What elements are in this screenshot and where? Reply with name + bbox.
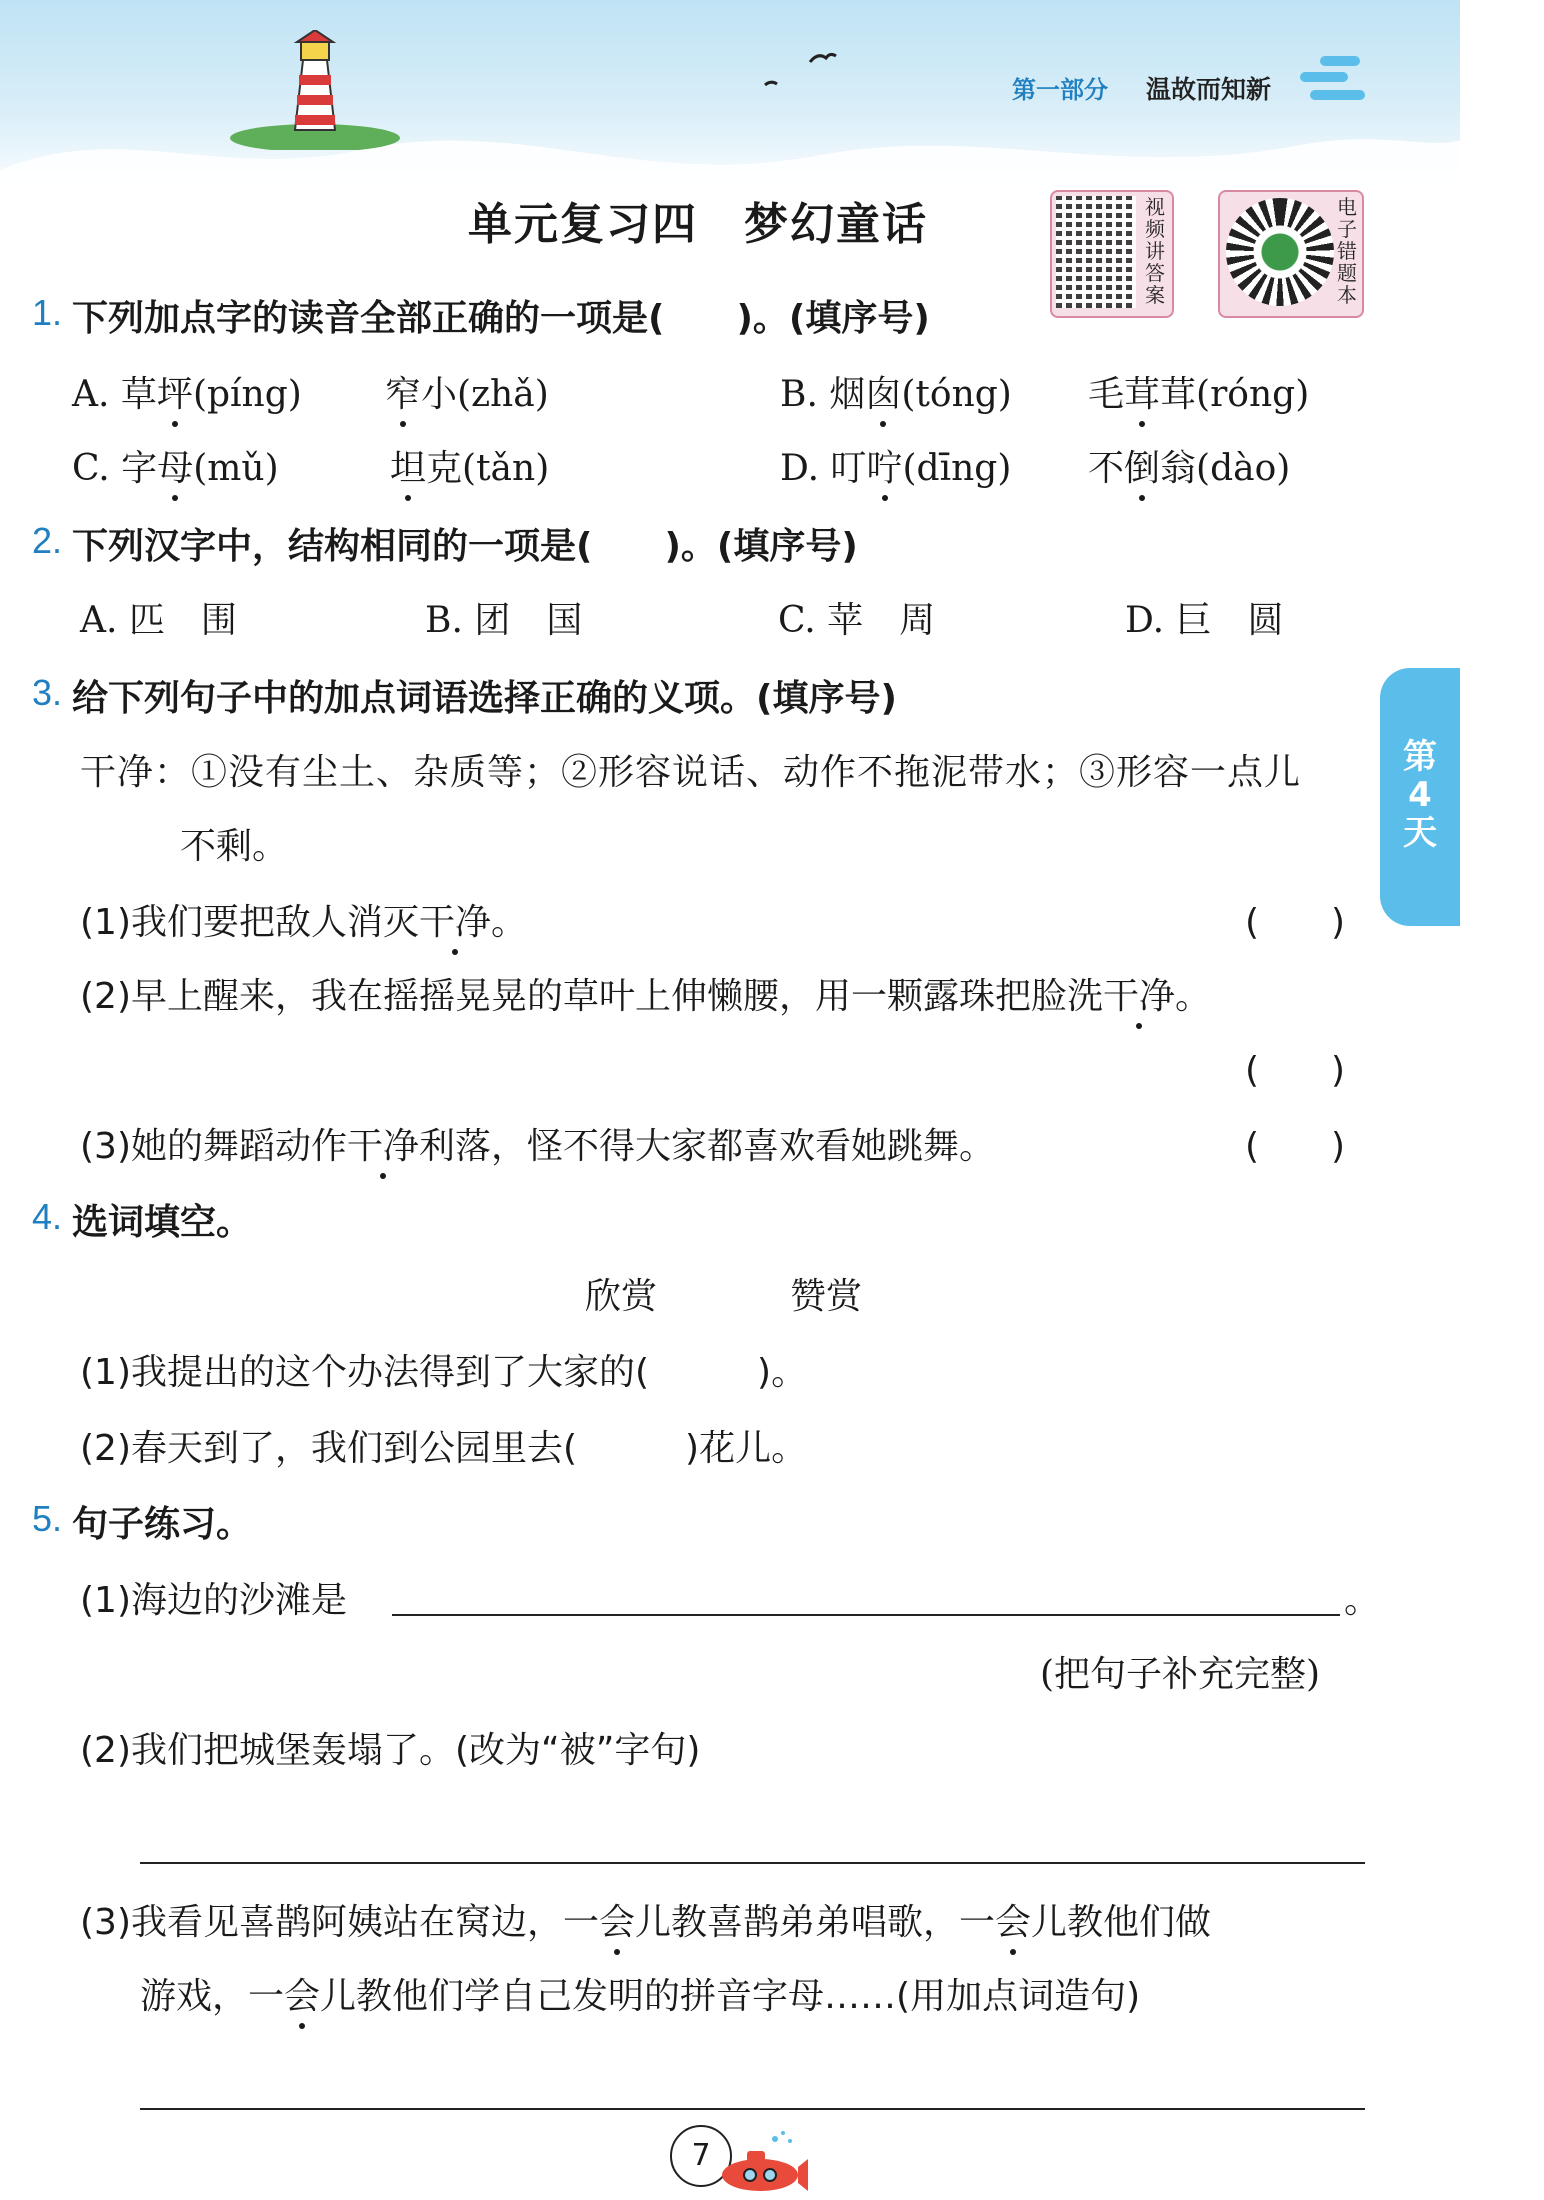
sentence-text: 利落，怪不得大家都喜欢看她跳舞。 bbox=[419, 1126, 996, 1167]
sentence-text: 游戏， bbox=[140, 1976, 249, 2017]
q1-option-b[interactable] bbox=[780, 366, 1012, 417]
char: 茸 bbox=[1160, 374, 1197, 415]
q5-answer-line-3[interactable] bbox=[140, 2108, 1365, 2110]
pinyin: (róng) bbox=[1196, 374, 1310, 415]
char: 翁 bbox=[1160, 448, 1197, 489]
option-letter: D. bbox=[780, 448, 820, 489]
day-tab bbox=[1380, 668, 1460, 926]
submarine-icon bbox=[715, 2125, 810, 2195]
dotted-char: 茸 bbox=[1124, 374, 1161, 415]
part-title: 温故而知新 bbox=[1146, 75, 1272, 104]
sentence-text: 教他们学自己发明的拼音字母……(用加点词造句) bbox=[356, 1976, 1141, 2017]
dotted-char: 咛 bbox=[866, 448, 903, 489]
q4-word-option-1: 欣赏 bbox=[585, 1276, 658, 1317]
q4-number: 4. bbox=[32, 1196, 63, 1237]
q3-sentence-1 bbox=[80, 894, 527, 945]
pinyin: (tǎn) bbox=[462, 448, 550, 489]
pinyin: (dīng) bbox=[902, 448, 1012, 489]
q5-answer-line-2[interactable] bbox=[140, 1862, 1365, 1864]
day-tab-line2: 4 bbox=[1408, 775, 1432, 815]
sentence-text: 教喜鹊弟弟唱歌， bbox=[671, 1902, 960, 1943]
dotted-char: 坪 bbox=[156, 374, 193, 415]
q5-sentence-3-line1 bbox=[80, 1894, 1211, 1945]
qr-code-error bbox=[1226, 198, 1334, 306]
q4-sentence-1[interactable]: (1)我提出的这个办法得到了大家的( )。 bbox=[80, 1352, 808, 1393]
dotted-word: 干净 bbox=[1103, 976, 1176, 1017]
q3-answer-blank-1[interactable]: ( ) bbox=[1245, 902, 1346, 943]
pinyin: (zhǎ) bbox=[457, 374, 549, 415]
dotted-word: 一会儿 bbox=[248, 1976, 357, 2017]
q2-option-a[interactable]: A. 匹 围 bbox=[80, 600, 237, 641]
page-number: 7 bbox=[670, 2125, 732, 2187]
page-title: 单元复习四 梦幻童话 bbox=[468, 199, 928, 250]
cloud-wave-decoration bbox=[0, 110, 1460, 200]
q1-option-c[interactable] bbox=[72, 440, 279, 491]
pinyin: (píng) bbox=[192, 374, 302, 415]
q3-sentence-2 bbox=[80, 968, 1211, 1019]
q1-option-a[interactable] bbox=[72, 366, 302, 417]
sentence-text: 教他们做 bbox=[1067, 1902, 1212, 1943]
pinyin: (dào) bbox=[1196, 448, 1291, 489]
sentence-text: (2)早上醒来，我在摇摇晃晃的草叶上伸懒腰，用一颗露珠把脸洗 bbox=[80, 976, 1103, 1017]
sentence-text: 。 bbox=[491, 902, 528, 943]
dotted-word: 干净 bbox=[419, 902, 492, 943]
q3-definition-line2: 不剩。 bbox=[180, 826, 289, 867]
char: 小 bbox=[421, 374, 458, 415]
q1-option-d[interactable] bbox=[780, 440, 1011, 491]
q2-stem: 下列汉字中，结构相同的一项是( )。(填序号) bbox=[72, 526, 858, 567]
dotted-word: 一会儿 bbox=[563, 1902, 672, 1943]
dotted-char: 窄 bbox=[385, 374, 422, 415]
option-letter: B. bbox=[780, 374, 818, 415]
sentence-text: (3)我看见喜鹊阿姨站在窝边， bbox=[80, 1902, 563, 1943]
q2-option-c[interactable]: C. 苹 周 bbox=[778, 600, 936, 641]
char: 草 bbox=[120, 374, 157, 415]
sentence-text: (3)她的舞蹈动作 bbox=[80, 1126, 347, 1167]
q5-answer-line-1[interactable] bbox=[392, 1614, 1340, 1616]
dotted-word: 干净 bbox=[347, 1126, 420, 1167]
qr-video-box[interactable] bbox=[1050, 190, 1174, 318]
q5-sentence-2: (2)我们把城堡轰塌了。(改为“被”字句) bbox=[80, 1730, 701, 1771]
q3-number: 3. bbox=[32, 672, 63, 713]
header-accent-icon bbox=[1300, 52, 1370, 107]
char: 字 bbox=[121, 448, 158, 489]
qr-error-box[interactable] bbox=[1218, 190, 1364, 318]
day-tab-line1: 第 bbox=[1403, 737, 1437, 777]
q5-stem: 句子练习。 bbox=[72, 1504, 253, 1545]
dotted-char: 倒 bbox=[1124, 448, 1161, 489]
dotted-char: 坦 bbox=[390, 448, 427, 489]
option-letter: A. bbox=[72, 374, 110, 415]
q5-sentence-1-end: 。 bbox=[1344, 1580, 1381, 1621]
char: 克 bbox=[426, 448, 463, 489]
q1-number: 1. bbox=[32, 292, 63, 333]
qr-video-label: 视频讲答案 bbox=[1145, 195, 1165, 307]
char: 毛 bbox=[1088, 374, 1125, 415]
q1-option-b-word2 bbox=[1088, 366, 1309, 417]
q2-option-d[interactable]: D. 巨 圆 bbox=[1125, 600, 1284, 641]
q5-sentence-1: (1)海边的沙滩是 bbox=[80, 1580, 347, 1621]
sentence-text: (1)我们要把敌人消灭 bbox=[80, 902, 419, 943]
q4-stem: 选词填空。 bbox=[72, 1202, 253, 1243]
dotted-char: 母 bbox=[157, 448, 194, 489]
sentence-text: 。 bbox=[1175, 976, 1212, 1017]
q4-sentence-2[interactable]: (2)春天到了，我们到公园里去( )花儿。 bbox=[80, 1428, 808, 1469]
day-tab-line3: 天 bbox=[1403, 813, 1437, 853]
pinyin: (tóng) bbox=[901, 374, 1012, 415]
q3-sentence-3 bbox=[80, 1118, 995, 1169]
option-letter: C. bbox=[72, 448, 110, 489]
q5-number: 5. bbox=[32, 1498, 63, 1539]
dotted-word: 一会儿 bbox=[959, 1902, 1068, 1943]
q2-option-b[interactable]: B. 团 国 bbox=[425, 600, 583, 641]
seagull-icon bbox=[760, 50, 840, 95]
q1-option-a-word2 bbox=[385, 366, 549, 417]
q1-option-c-word2 bbox=[390, 440, 549, 491]
q4-word-option-2: 赞赏 bbox=[790, 1276, 863, 1317]
dotted-char: 囱 bbox=[865, 374, 902, 415]
q3-answer-blank-3[interactable]: ( ) bbox=[1245, 1126, 1346, 1167]
lighthouse-icon bbox=[225, 30, 405, 150]
part-label: 第一部分 bbox=[1012, 76, 1108, 104]
q2-number: 2. bbox=[32, 520, 63, 561]
q1-option-d-word2 bbox=[1088, 440, 1290, 491]
char: 不 bbox=[1088, 448, 1125, 489]
q5-sentence-1-hint: (把句子补充完整) bbox=[1040, 1654, 1321, 1695]
q1-stem: 下列加点字的读音全部正确的一项是( )。(填序号) bbox=[72, 298, 930, 339]
pinyin: (mǔ) bbox=[193, 448, 279, 489]
char: 叮 bbox=[830, 448, 867, 489]
q3-definition-line1: 干净：①没有尘土、杂质等；②形容说话、动作不拖泥带水；③形容一点儿 bbox=[80, 752, 1302, 793]
q3-answer-blank-2[interactable]: ( ) bbox=[1245, 1050, 1346, 1091]
qr-error-label: 电子错题本 bbox=[1337, 195, 1357, 307]
char: 烟 bbox=[829, 374, 866, 415]
qr-pattern bbox=[1056, 196, 1136, 308]
q3-stem: 给下列句子中的加点词语选择正确的义项。(填序号) bbox=[72, 678, 897, 719]
q5-sentence-3-line2 bbox=[140, 1968, 1140, 2019]
